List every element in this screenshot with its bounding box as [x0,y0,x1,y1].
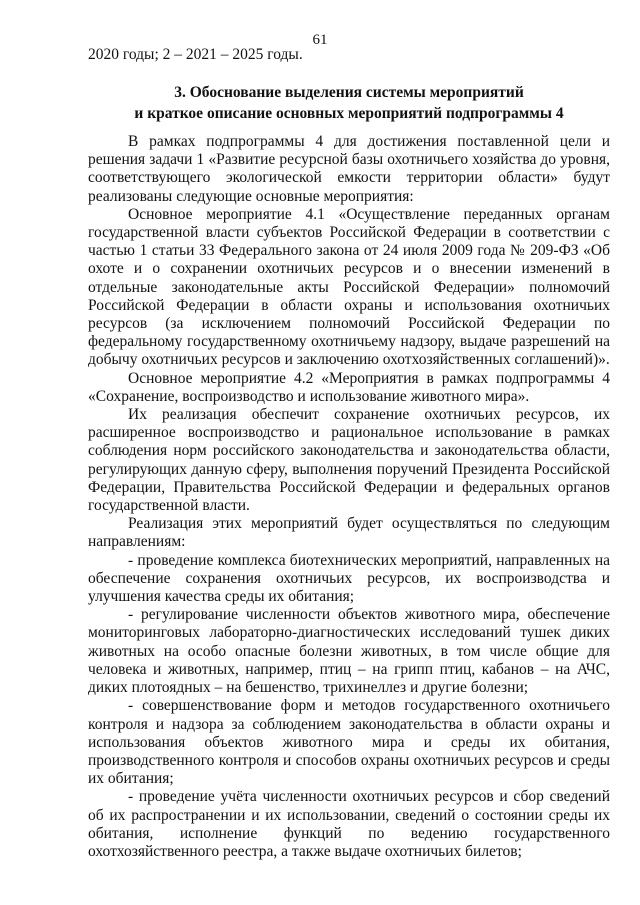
list-item-biotechnical: - проведение комплекса биотехнических мероприятий, направленных на обеспечение сохранения охотничьих ресурсов, их воспроизводства и улучшения качества среды их обитания; [88,551,610,606]
body-text [88,133,610,861]
list-item-control: - совершенствование форм и методов государственного охотничьего контроля и надзора за соблюдением законодательства в области охраны и использования объектов животного мира и среды их обитания, производственного контроля и способов охраны охотничьих ресурсов и среды их обитания; [88,697,610,788]
paragraph-directions-intro: Реализация этих мероприятий будет осуществляться по следующим направлениям: [88,515,610,551]
heading-line-1: 3. Обоснование выделения системы мероприятий [174,84,524,101]
heading-line-2: и краткое описание основных мероприятий подпрограммы 4 [134,105,564,122]
list-item-accounting: - проведение учёта численности охотничьих ресурсов и сбор сведений об их распространении и их использовании, сведений о состоянии среды их обитания, исполнение функций по ведению государственного охотхозяйственного реестра, а также выдаче охотничьих билетов; [88,788,610,860]
page-number: 61 [312,32,328,48]
paragraph-implementation-effect: Их реализация обеспечит сохранение охотничьих ресурсов, их расширенное воспроизводство и рациональное использование в рамках соблюдения норм российского законодательства и законодательства области, регулирующих данную сферу, выполнения поручений Президента Российской Федерации, Правительства Российской Федерации и федеральных органов государственной власти. [88,406,610,515]
list-item-regulation: - регулирование численности объектов животного мира, обеспечение мониторинговых лабораторно-диагностических исследований тушек диких животных на особо опасные болезни животных, в том числе общие для человека и животных, например, птиц – на грипп птиц, кабанов – на АЧС, диких плотоядных – на бешенство, трихинеллез и другие болезни; [88,606,610,697]
paragraph-activity-4-1: Основное мероприятие 4.1 «Осуществление переданных органам государственной власти субъектов Российской Федерации в соответствии с частью 1 статьи 33 Федерального закона от 24 июля 2009 года № 209-ФЗ «Об охоте и о сохранении охотничьих ресурсов и о внесении изменений в отдельные законодательные акты Российской Федерации» полномочий Российской Федерации в области охраны и использования охотничьих ресурсов (за исключением полномочий Российской Федерации по федеральному государственному охотничьему надзору, выдаче разрешений на добычу охотничьих ресурсов и заключению охотхозяйственных соглашений)». [88,205,610,369]
paragraph-activity-4-2: Основное мероприятие 4.2 «Мероприятия в рамках подпрограммы 4 «Сохранение, воспроизводство и использование животного мира». [88,369,610,405]
paragraph-intro: В рамках подпрограммы 4 для достижения поставленной цели и решения задачи 1 «Развитие ресурсной базы охотничьего хозяйства до уровня, соответствующего экологической емкости территории области» будут реализованы следующие основные мероприятия: [88,133,610,205]
continued-text-line: 2020 годы; 2 – 2021 – 2025 годы. [88,46,303,63]
section-heading [88,82,610,124]
